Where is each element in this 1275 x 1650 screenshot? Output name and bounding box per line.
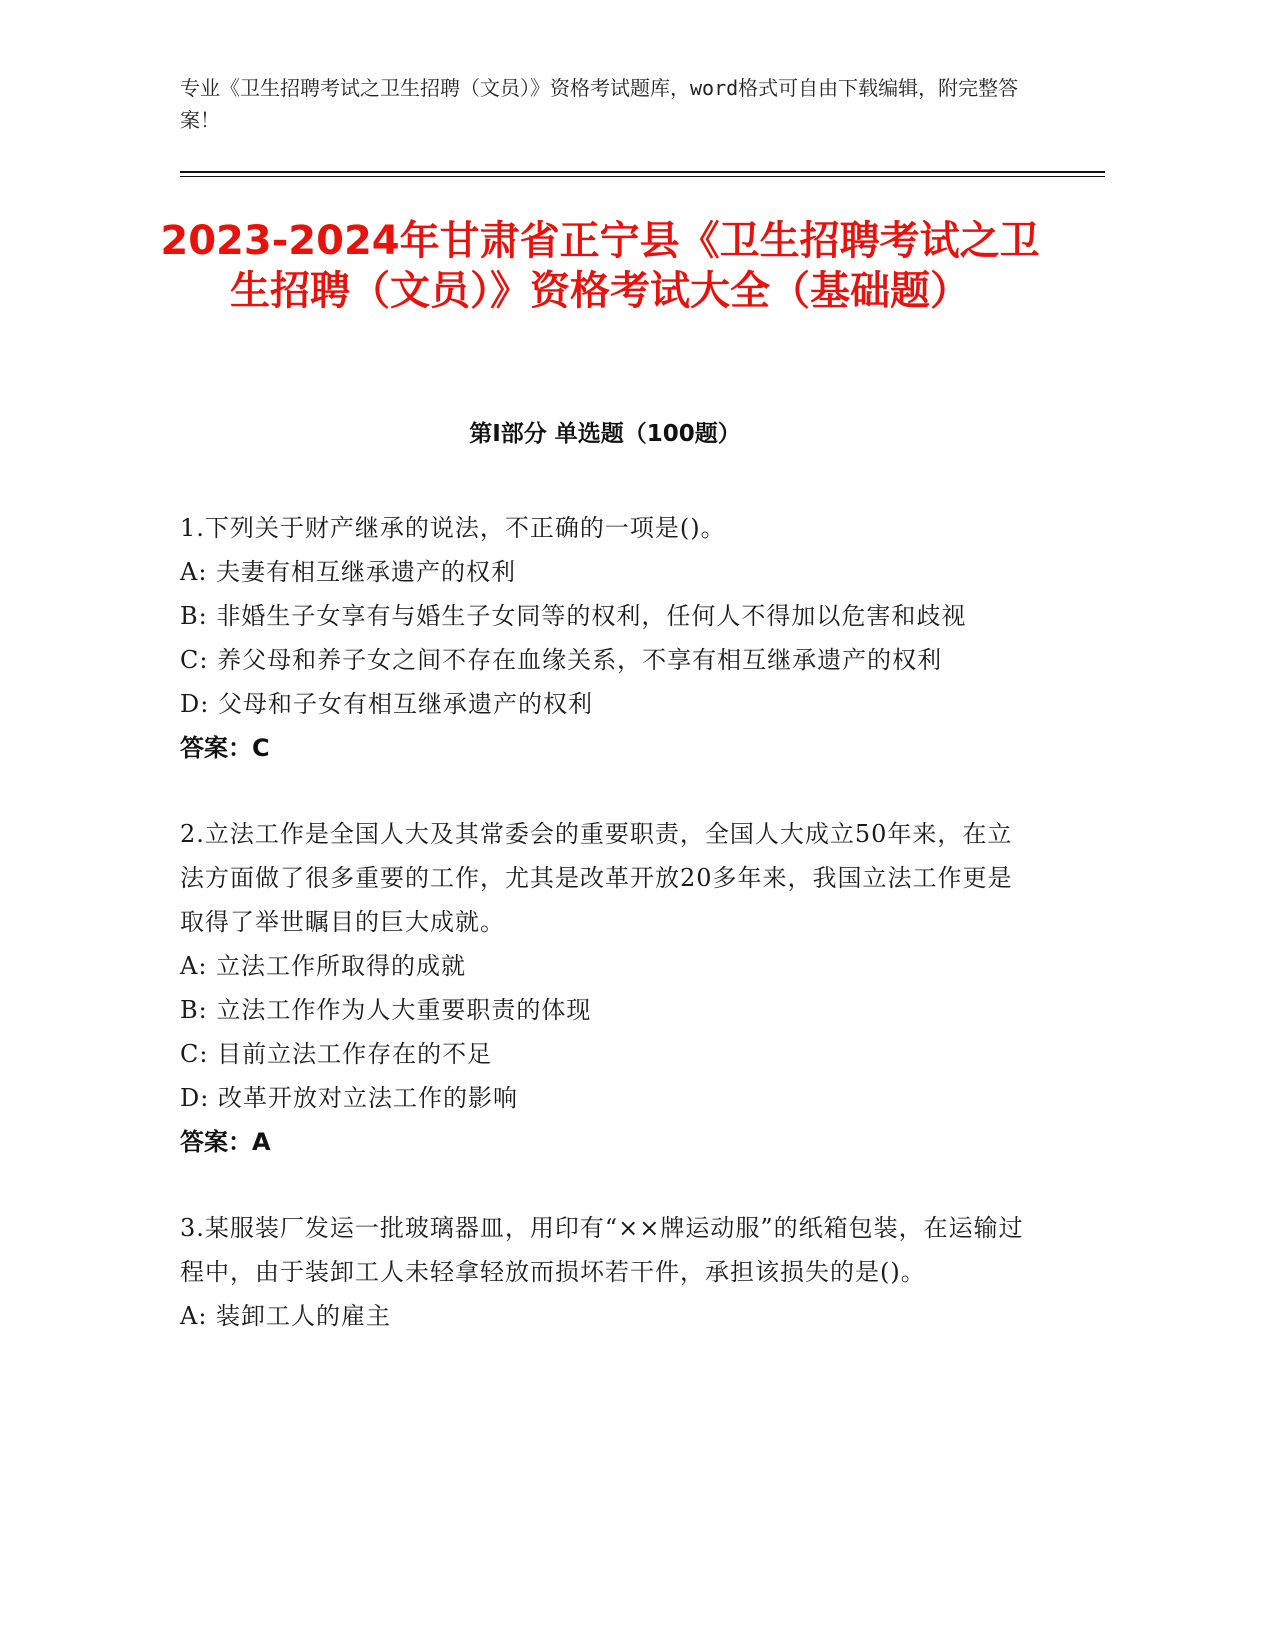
question-1 xyxy=(180,506,1030,770)
option-a: A: 立法工作所取得的成就 xyxy=(180,952,467,980)
section-heading: 第I部分 单选题（100题） xyxy=(469,421,741,447)
option-d: D: 父母和子女有相互继承遗产的权利 xyxy=(180,690,593,718)
answer-line: 答案：A xyxy=(180,1128,271,1156)
header-divider-thin xyxy=(180,176,1105,177)
header-divider-thick xyxy=(180,171,1105,173)
question-2 xyxy=(180,812,1030,1164)
question-stem: 2.立法工作是全国人大及其常委会的重要职责，全国人大成立50年来，在立法方面做了很多重要的工作，尤其是改革开放20多年来，我国立法工作更是取得了举世瞩目的巨大成就。 xyxy=(180,820,1013,936)
header-note: 专业《卫生招聘考试之卫生招聘（文员）》资格考试题库，word格式可自由下载编辑，附完整答案！ xyxy=(180,76,1019,132)
question-stem: 1.下列关于财产继承的说法，不正确的一项是()。 xyxy=(180,514,726,542)
option-a: A: 装卸工人的雇主 xyxy=(180,1302,392,1330)
option-a: A: 夫妻有相互继承遗产的权利 xyxy=(180,558,517,586)
answer-line: 答案：C xyxy=(180,734,270,762)
document-title: 2023-2024年甘肃省正宁县《卫生招聘考试之卫生招聘（文员）》资格考试大全（基础题） xyxy=(160,218,1040,314)
option-c: C: 养父母和养子女之间不存在血缘关系，不享有相互继承遗产的权利 xyxy=(180,646,943,674)
question-3 xyxy=(180,1206,1030,1338)
option-d: D: 改革开放对立法工作的影响 xyxy=(180,1084,518,1112)
question-list xyxy=(180,506,1030,1380)
option-b: B: 非婚生子女享有与婚生子女同等的权利，任何人不得加以危害和歧视 xyxy=(180,602,967,630)
option-c: C: 目前立法工作存在的不足 xyxy=(180,1040,493,1068)
option-b: B: 立法工作作为人大重要职责的体现 xyxy=(180,996,592,1024)
question-stem: 3.某服装厂发运一批玻璃器皿，用印有“××牌运动服”的纸箱包装，在运输过程中，由于装卸工人未轻拿轻放而损坏若干件，承担该损失的是()。 xyxy=(180,1214,1024,1286)
